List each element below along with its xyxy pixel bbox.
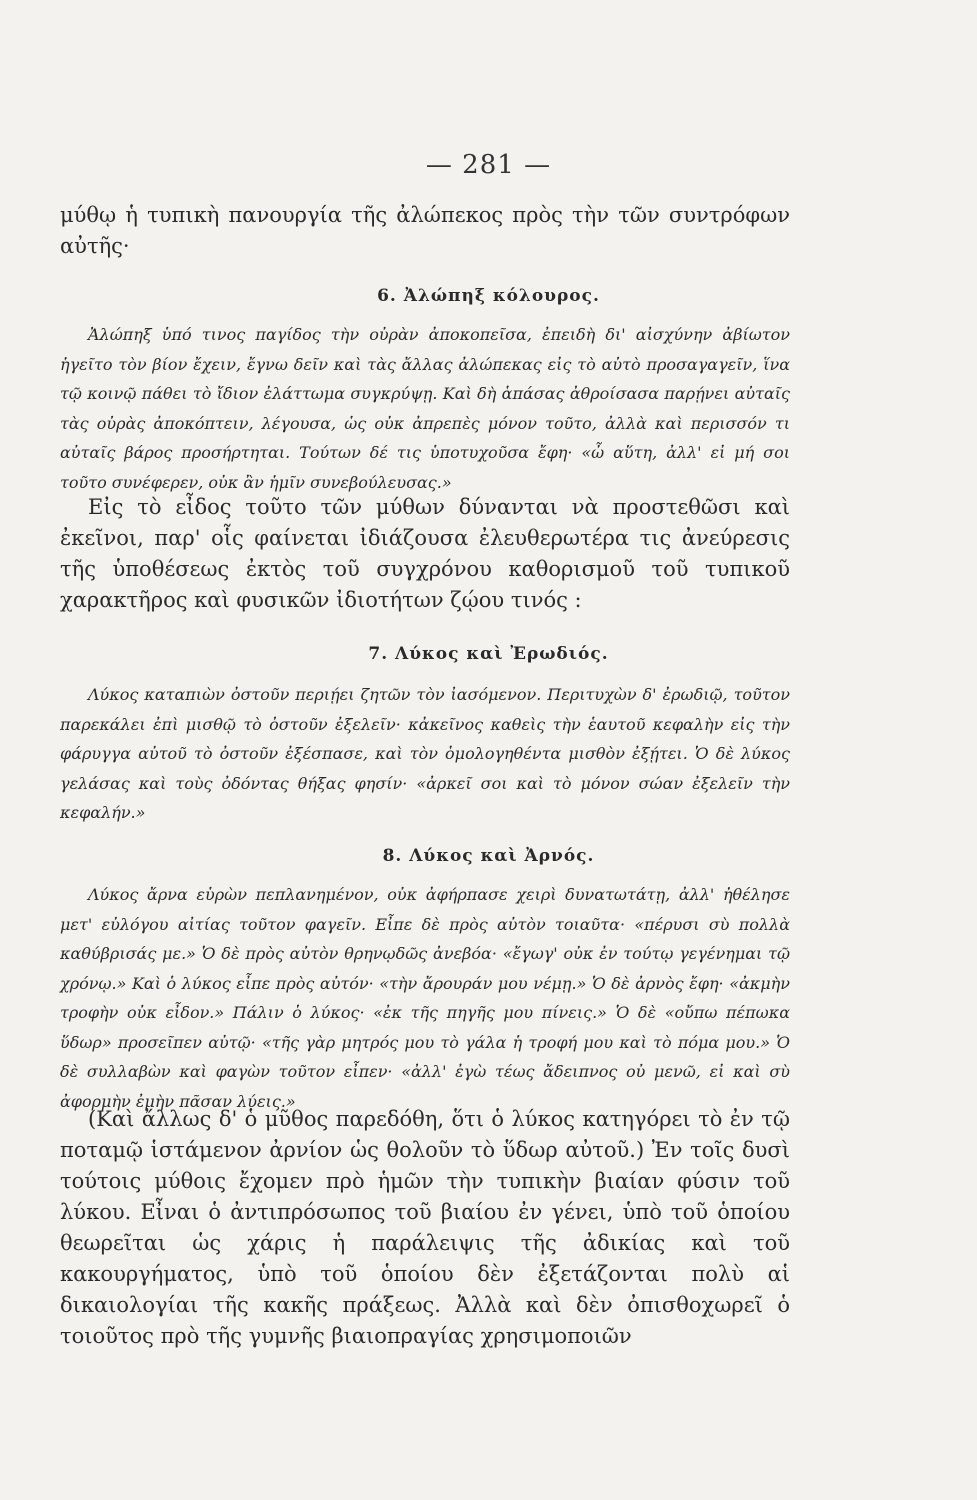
fable-8-block xyxy=(60,880,790,1116)
fable-6-commentary: Εἰς τὸ εἶδος τοῦτο τῶν μύθων δύνανται νὰ προστεθῶσι καὶ ἐκεῖνοι, παρ' οἷς φαίνεται ἰδιάζουσα ἐλευθερωτέρα τις ἀνεύρεσις τῆς ὑποθέσεως ἐκτὸς τοῦ συγχρόνου καθορισμοῦ τοῦ τυπικοῦ χαρακτῆρος καὶ φυσικῶν ἰδιοτήτων ζῴου τινός : xyxy=(60,495,790,612)
intro-paragraph-block xyxy=(60,200,790,262)
fable-8-title: 8. Λύκος καὶ Ἀρνός. xyxy=(382,846,595,866)
fable-7-block xyxy=(60,680,790,828)
intro-paragraph: μύθῳ ἡ τυπικὴ πανουργία τῆς ἀλώπεκος πρὸς τὴν τῶν συντρόφων αὐτῆς· xyxy=(60,203,790,258)
fable-6-text: Ἀλώπηξ ὑπό τινος παγίδος τὴν οὐρὰν ἀποκοπεῖσα, ἐπειδὴ δι' αἰσχύνην ἀβίωτον ἡγεῖτο τὸν βίον ἔχειν, ἔγνω δεῖν καὶ τὰς ἄλλας ἀλώπεκας εἰς τὸ αὐτὸ προσαγαγεῖν, ἵνα τῷ κοινῷ πάθει τὸ ἴδιον ἐλάττωμα συγκρύψῃ. Καὶ δὴ ἁπάσας ἀθροίσασα παρῄνει αὐταῖς τὰς οὐρὰς ἀποκόπτειν, λέγουσα, ὡς οὐκ ἀπρεπὲς μόνον τοῦτο, ἀλλὰ καὶ περισσόν τι αὐταῖς βάρος προσήρτηται. Τούτων δέ τις ὑποτυχοῦσα ἔφη· «ὦ αὕτη, ἀλλ' εἰ μή σοι τοῦτο συνέφερεν, οὐκ ἂν ἡμῖν συνεβούλευσας.» xyxy=(60,325,790,492)
fable-7-text: Λύκος καταπιὼν ὀστοῦν περιῄει ζητῶν τὸν ἰασόμενον. Περιτυχὼν δ' ἐρωδιῷ, τοῦτον παρεκάλει ἐπὶ μισθῷ τὸ ὀστοῦν ἐξελεῖν· κἀκεῖνος καθεὶς τὴν ἑαυτοῦ κεφαλὴν εἰς τὴν φάρυγγα αὐτοῦ τὸ ὀστοῦν ἐξέσπασε, καὶ τὸν ὁμολογηθέντα μισθὸν ἐξῄτει. Ὁ δὲ λύκος γελάσας καὶ τοὺς ὀδόντας θήξας φησίν· «ἀρκεῖ σοι καὶ τὸ μόνον σώαν ἐξελεῖν τὴν κεφαλήν.» xyxy=(60,685,790,822)
fable-8-commentary-block xyxy=(60,1104,790,1352)
fable-8-text: Λύκος ἄρνα εὑρὼν πεπλανημένον, οὐκ ἀφήρπασε χειρὶ δυνατωτάτῃ, ἀλλ' ἠθέλησε μετ' εὐλόγου αἰτίας τοῦτον φαγεῖν. Εἶπε δὲ πρὸς αὐτὸν τοιαῦτα· «πέρυσι σὺ πολλὰ καθύβρισάς με.» Ὁ δὲ πρὸς αὐτὸν θρηνῳδῶς ἀνεβόα· «ἔγωγ' οὐκ ἐν τούτῳ γεγένημαι τῷ χρόνῳ.» Καὶ ὁ λύκος εἶπε πρὸς αὐτόν· «τὴν ἄρουράν μου νέμῃ.» Ὁ δὲ ἀρνὸς ἔφη· «ἀκμὴν τροφὴν οὐκ εἶδον.» Πάλιν ὁ λύκος· «ἐκ τῆς πηγῆς μου πίνεις.» Ὁ δὲ «οὔπω πέπωκα ὕδωρ» προσεῖπεν αὐτῷ· «τῆς γὰρ μητρός μου τὸ γάλα ἡ τροφή μου καὶ τὸ πόμα μου.» Ὁ δὲ συλλαβὼν καὶ φαγὼν τοῦτον εἶπεν· «ἀλλ' ἐγὼ τέως ἄδειπνος οὐ μενῶ, εἰ καὶ σὺ ἀφορμὴν ἐμὴν πᾶσαν λύεις.» xyxy=(60,885,790,1111)
fable-6-block xyxy=(60,320,790,497)
fable-6-commentary-block xyxy=(60,492,790,616)
fable-8-commentary: (Καὶ ἄλλως δ' ὁ μῦθος παρεδόθη, ὅτι ὁ λύκος κατηγόρει τὸ ἐν τῷ ποταμῷ ἱστάμενον ἀρνίον ὡς θολοῦν τὸ ὕδωρ αὐτοῦ.) Ἐν τοῖς δυσὶ τούτοις μύθοις ἔχομεν πρὸ ἡμῶν τὴν τυπικὴν βιαίαν φύσιν τοῦ λύκου. Εἶναι ὁ ἀντιπρόσωπος τοῦ βιαίου ἐν γένει, ὑπὸ τοῦ ὁποίου θεωρεῖται ὡς χάρις ἡ παράλειψις τῆς ἀδικίας καὶ τοῦ κακουργήματος, ὑπὸ τοῦ ὁποίου δὲν ἐξετάζονται πολὺ αἱ δικαιολογίαι τῆς κακῆς πράξεως. Ἀλλὰ καὶ δὲν ὀπισθοχωρεῖ ὁ τοιοῦτος πρὸ τῆς γυμνῆς βιαιοπραγίας χρησιμοποιῶν xyxy=(60,1107,790,1348)
fable-7-title: 7. Λύκος καὶ Ἐρωδιός. xyxy=(368,644,609,664)
fable-6-title: 6. Ἀλώπηξ κόλουρος. xyxy=(377,286,600,306)
page-number: — 281 — xyxy=(425,150,552,180)
